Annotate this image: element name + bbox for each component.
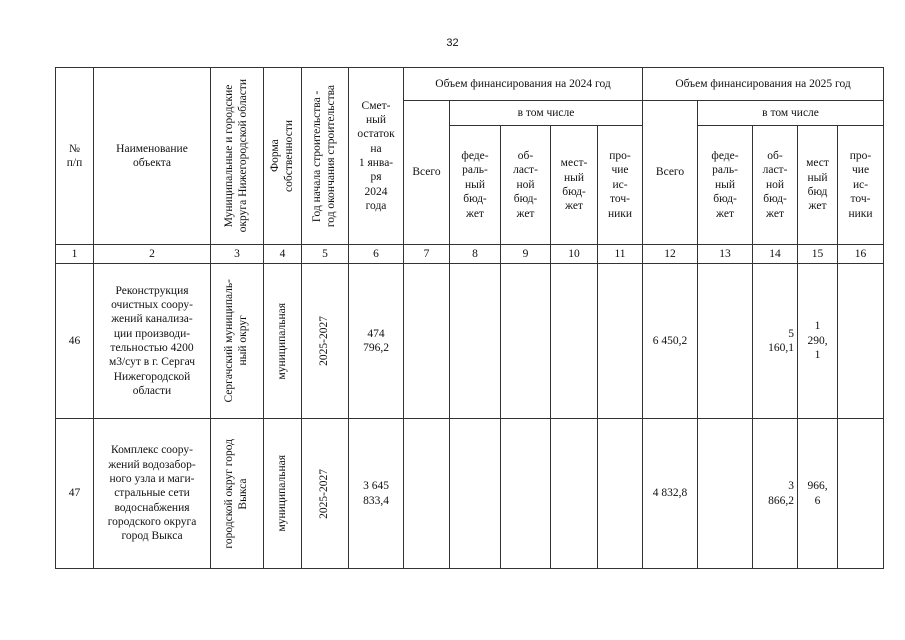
regional-2025: 3 866,2 xyxy=(753,419,798,569)
column-number: 11 xyxy=(598,245,643,264)
header-other-2025: про- чие ис- точ- ники xyxy=(838,126,884,245)
column-number: 8 xyxy=(450,245,501,264)
page-number: 32 xyxy=(446,37,459,49)
column-number: 2 xyxy=(94,245,211,264)
other-2025 xyxy=(838,419,884,569)
local-2025: 1 290, 1 xyxy=(798,264,838,419)
regional-2025: 5 160,1 xyxy=(753,264,798,419)
header-funding-2024: Объем финансирования на 2024 год xyxy=(404,68,643,101)
ownership-cell: муниципальная xyxy=(264,419,302,569)
column-number: 15 xyxy=(798,245,838,264)
other-2024 xyxy=(598,419,643,569)
financing-table xyxy=(55,67,884,569)
table-row xyxy=(56,264,884,419)
header-regional-2024: об- ласт- ной бюд- жет xyxy=(501,126,551,245)
header-remaining-estimate: Смет- ный остаток на 1 янва- ря 2024 года xyxy=(349,68,404,245)
header-regional-2025: об- ласт- ной бюд- жет xyxy=(753,126,798,245)
local-2024 xyxy=(551,419,598,569)
header-number: № п/п xyxy=(56,68,94,245)
header-including-2024: в том числе xyxy=(450,101,643,126)
column-number: 10 xyxy=(551,245,598,264)
header-construction-years: Год начала строительства - год окончания строительства xyxy=(302,68,349,245)
header-including-2025: в том числе xyxy=(698,101,884,126)
column-number: 5 xyxy=(302,245,349,264)
header-total-2024: Всего xyxy=(404,101,450,245)
object-name: Реконструкция очистных соору- жений канализа- ции производи- тельностью 4200 м3/сут в г. Сергач Нижегородской области xyxy=(94,264,211,419)
other-2025 xyxy=(838,264,884,419)
local-2025: 966, 6 xyxy=(798,419,838,569)
column-number: 4 xyxy=(264,245,302,264)
years-cell: 2025-2027 xyxy=(302,419,349,569)
column-number: 7 xyxy=(404,245,450,264)
header-federal-2024: федe- раль- ный бюд- жет xyxy=(450,126,501,245)
table-row xyxy=(56,419,884,569)
remaining-estimate: 474 796,2 xyxy=(349,264,404,419)
total-2024 xyxy=(404,264,450,419)
header-ownership: Форма собственности xyxy=(264,68,302,245)
other-2024 xyxy=(598,264,643,419)
column-number: 3 xyxy=(211,245,264,264)
column-number: 16 xyxy=(838,245,884,264)
regional-2024 xyxy=(501,264,551,419)
header-total-2025: Всего xyxy=(643,101,698,245)
federal-2024 xyxy=(450,419,501,569)
years-cell: 2025-2027 xyxy=(302,264,349,419)
district-cell: Сергачский муниципаль- ный округ xyxy=(211,264,264,419)
ownership-cell: муниципальная xyxy=(264,264,302,419)
column-number: 13 xyxy=(698,245,753,264)
row-number: 46 xyxy=(56,264,94,419)
remaining-estimate: 3 645 833,4 xyxy=(349,419,404,569)
regional-2024 xyxy=(501,419,551,569)
column-number: 9 xyxy=(501,245,551,264)
object-name: Комплекс соору- жений водозабор- ного узла и маги- стральные сети водоснабжения городского округа город Выкса xyxy=(94,419,211,569)
total-2025: 6 450,2 xyxy=(643,264,698,419)
district-cell: городской округ город Выкса xyxy=(211,419,264,569)
header-object-name: Наименование объекта xyxy=(94,68,211,245)
header-other-2024: про- чие ис- точ- ники xyxy=(598,126,643,245)
header-district: Муниципальные и городские округа Нижегородской области xyxy=(211,68,264,245)
column-number: 12 xyxy=(643,245,698,264)
header-local-2025: мест ный бюд жет xyxy=(798,126,838,245)
column-number: 1 xyxy=(56,245,94,264)
row-number: 47 xyxy=(56,419,94,569)
header-funding-2025: Объем финансирования на 2025 год xyxy=(643,68,884,101)
local-2024 xyxy=(551,264,598,419)
federal-2025 xyxy=(698,264,753,419)
header-federal-2025: федe- раль- ный бюд- жет xyxy=(698,126,753,245)
federal-2024 xyxy=(450,264,501,419)
total-2025: 4 832,8 xyxy=(643,419,698,569)
total-2024 xyxy=(404,419,450,569)
header-local-2024: мест- ный бюд- жет xyxy=(551,126,598,245)
column-number-row xyxy=(56,245,884,264)
column-number: 6 xyxy=(349,245,404,264)
federal-2025 xyxy=(698,419,753,569)
column-number: 14 xyxy=(753,245,798,264)
